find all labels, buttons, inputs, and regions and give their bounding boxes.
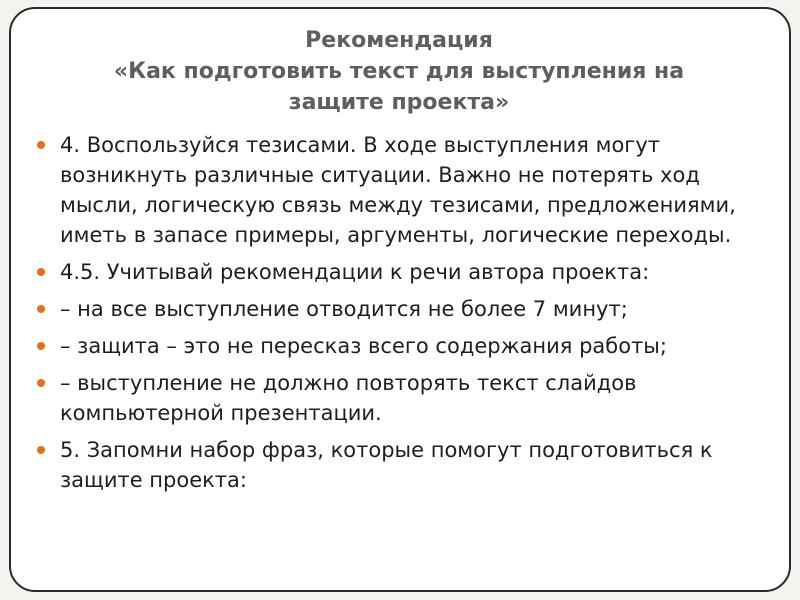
bullet-dot-icon — [37, 342, 45, 350]
list-item — [34, 331, 769, 361]
list-item — [34, 435, 769, 495]
bullet-dot-icon — [37, 305, 45, 313]
list-item-text: – на все выступление отводится не более 7 минут; — [60, 297, 628, 321]
bullet-list — [34, 130, 769, 502]
list-item-text: 5. Запомни набор фраз, которые помогут подготовиться к защите проекта: — [60, 438, 713, 492]
list-item-text: 4. Воспользуйся тезисами. В ходе выступления могут возникнуть различные ситуации. Важно не потерять ход мысли, логическую связь между тезисами, предложениями, иметь в запасе примеры, аргументы, логические переходы. — [60, 133, 736, 247]
list-item — [34, 294, 769, 324]
title-line-2: «Как подготовить текст для выступления на — [113, 59, 685, 84]
list-item — [34, 368, 769, 428]
slide-title — [14, 25, 784, 118]
bullet-dot-icon — [37, 141, 45, 149]
list-item — [34, 257, 769, 287]
bullet-dot-icon — [37, 379, 45, 387]
title-line-1: Рекомендация — [305, 28, 493, 53]
bullet-dot-icon — [37, 268, 45, 276]
list-item-text: 4.5. Учитывай рекомендации к речи автора проекта: — [60, 260, 650, 284]
bullet-dot-icon — [37, 446, 45, 454]
list-item-text: – выступление не должно повторять текст слайдов компьютерной презентации. — [60, 371, 637, 425]
list-item-text: – защита – это не пересказ всего содержания работы; — [60, 334, 667, 358]
title-line-3: защите проекта» — [288, 90, 510, 115]
list-item — [34, 130, 769, 250]
